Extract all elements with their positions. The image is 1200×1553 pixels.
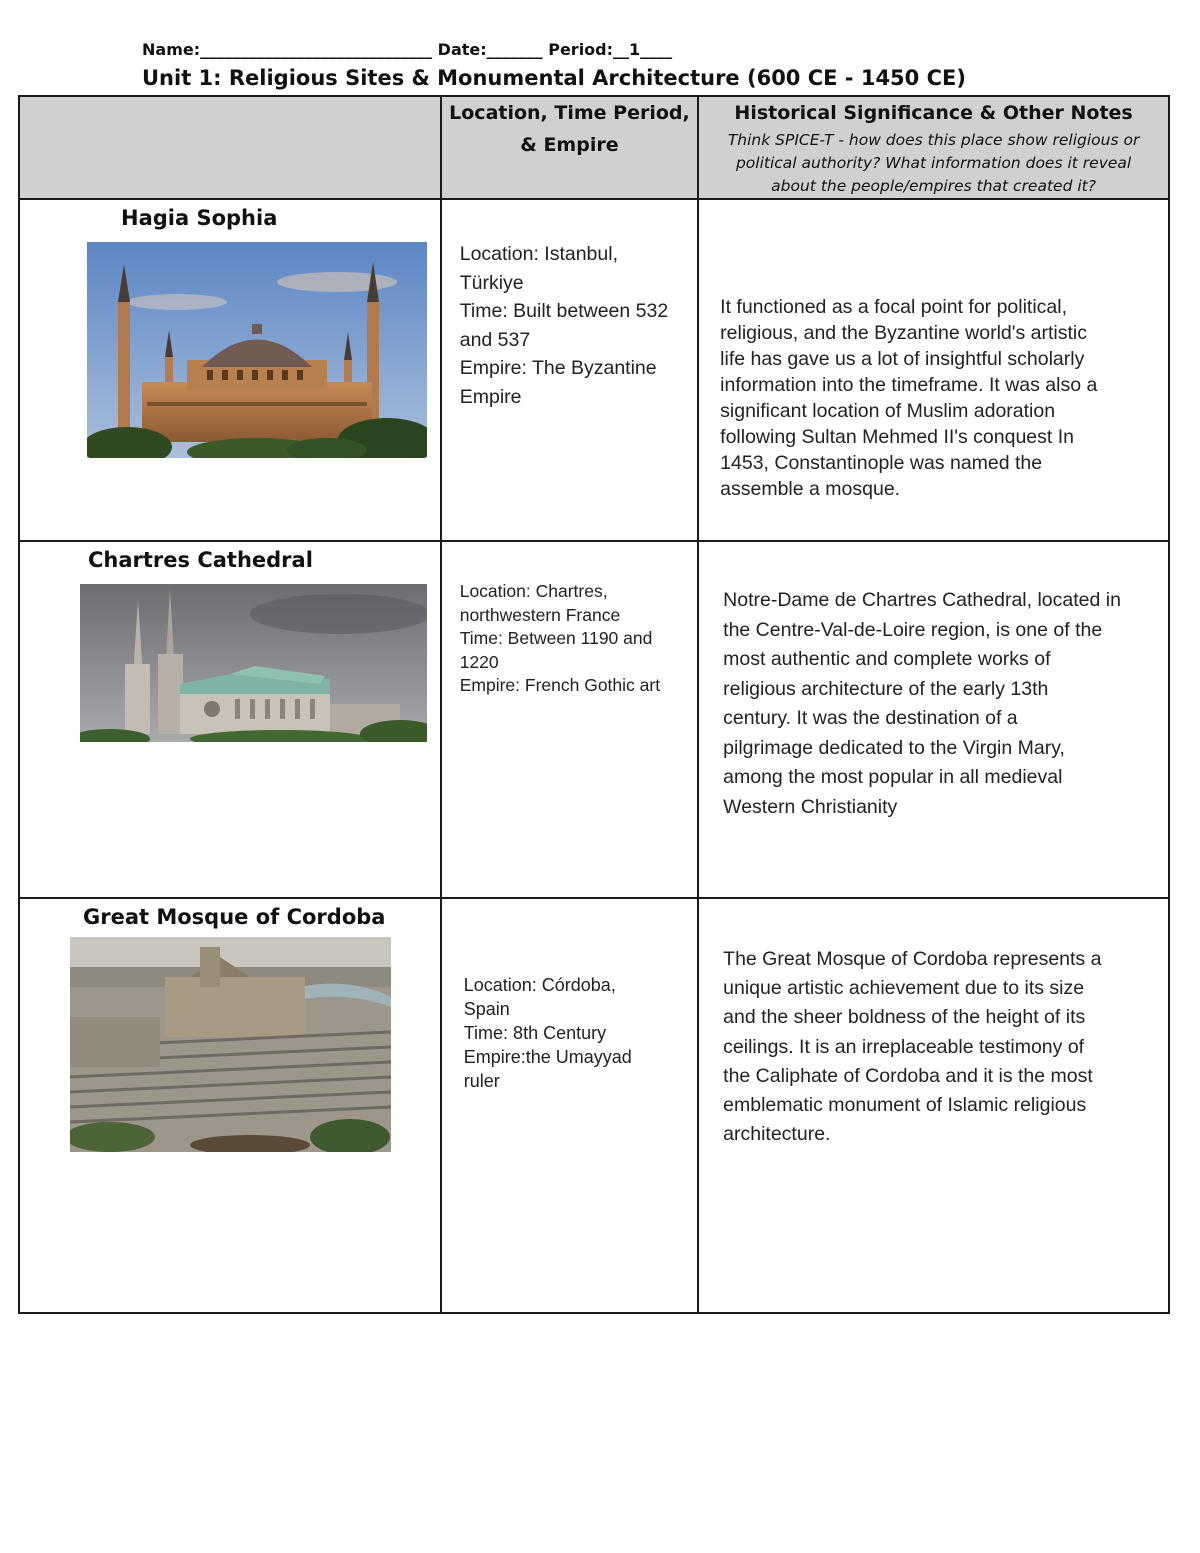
notes-cell <box>698 199 1169 541</box>
site-cell <box>19 541 441 898</box>
location-line: Location: Chartres, <box>459 581 608 601</box>
notes-line: information into the timeframe. It was also a <box>720 374 1098 396</box>
location-line: 1220 <box>459 651 499 672</box>
location-cell <box>441 898 698 1313</box>
notes-line: significant location of Muslim adoration <box>720 400 1056 422</box>
notes-line: pilgrimage dedicated to the Virgin Mary, <box>723 736 1065 759</box>
header-cell-significance <box>698 96 1169 199</box>
header-cell-location <box>441 96 698 199</box>
site-name: Hagia Sophia <box>121 206 278 230</box>
header-location-line1: Location, Time Period, <box>449 102 690 124</box>
notes-line: the Centre-Val-de-Loire region, is one of the <box>723 618 1103 641</box>
table-row <box>19 199 1169 541</box>
header-significance-title: Historical Significance & Other Notes <box>734 102 1133 124</box>
location-line: Empire: The Byzantine <box>459 357 657 379</box>
location-line: and 537 <box>459 328 531 351</box>
location-cell <box>441 541 698 898</box>
notes-line: Western Christianity <box>723 795 898 818</box>
location-line: Empire <box>459 385 522 408</box>
location-line: Location: Córdoba, <box>463 975 616 995</box>
site-cell <box>19 199 441 541</box>
location-line: Time: Built between 532 <box>459 300 669 322</box>
location-line: Time: Between 1190 and <box>459 628 653 648</box>
notes-line: among the most popular in all medieval <box>723 766 1063 788</box>
notes-line: most authentic and complete works of <box>723 648 1051 670</box>
notes-line: assemble a mosque. <box>720 478 901 500</box>
location-line: Time: 8th Century <box>463 1023 607 1043</box>
location-line: Empire:the Umayyad <box>463 1047 632 1067</box>
notes-line: religious, and the Byzantine world's artistic <box>720 322 1087 344</box>
notes-line: 1453, Constantinople was named the <box>720 452 1043 474</box>
notes-line: The Great Mosque of Cordoba represents a <box>723 948 1102 970</box>
location-line: Spain <box>463 999 510 1019</box>
notes-line: architecture. <box>723 1123 831 1146</box>
name-date-period-line: Name:_____________________________ Date:_______ Period:__1____ <box>142 40 673 59</box>
location-line: northwestern France <box>459 604 621 625</box>
notes-line: religious architecture of the early 13th <box>723 677 1049 700</box>
location-line: Location: Istanbul, <box>459 243 618 265</box>
notes-cell <box>698 541 1169 898</box>
location-cell <box>441 199 698 541</box>
notes-line: ceilings. It is an irreplaceable testimony of <box>723 1035 1085 1058</box>
notes-line: the Caliphate of Cordoba and it is the most <box>723 1064 1093 1087</box>
header-cell-site <box>19 96 441 199</box>
notes-cell <box>698 898 1169 1313</box>
worksheet-table <box>18 95 1170 1314</box>
site-cell <box>19 898 441 1313</box>
notes-line: and the sheer boldness of the height of its <box>723 1006 1086 1029</box>
notes-line: following Sultan Mehmed II's conquest In <box>720 426 1074 448</box>
location-line: Empire: French Gothic art <box>459 675 661 695</box>
location-line: Türkiye <box>459 271 524 294</box>
site-name: Chartres Cathedral <box>88 548 313 572</box>
table-header-row <box>19 96 1169 199</box>
page-title: Unit 1: Religious Sites & Monumental Architecture (600 CE - 1450 CE) <box>142 66 966 90</box>
chartres-cathedral-photo <box>80 584 427 742</box>
location-line: ruler <box>463 1071 500 1091</box>
table-row <box>19 898 1169 1313</box>
great-mosque-cordoba-photo <box>70 937 391 1152</box>
hagia-sophia-photo <box>87 242 427 458</box>
notes-line: Notre-Dame de Chartres Cathedral, located in <box>723 589 1121 611</box>
notes-line: unique artistic achievement due to its size <box>723 977 1085 1000</box>
header-significance-note: Think SPICE-T - how does this place show religious or political authority? What information does it reveal about the people/empires that created it? <box>727 131 1140 195</box>
site-name: Great Mosque of Cordoba <box>83 905 386 929</box>
table-row <box>19 541 1169 898</box>
notes-line: life has gave us a lot of insightful scholarly <box>720 348 1085 370</box>
header-location-line2: & Empire <box>520 134 619 156</box>
notes-line: emblematic monument of Islamic religious <box>723 1094 1087 1117</box>
notes-line: It functioned as a focal point for political, <box>720 296 1068 318</box>
notes-line: century. It was the destination of a <box>723 707 1018 729</box>
